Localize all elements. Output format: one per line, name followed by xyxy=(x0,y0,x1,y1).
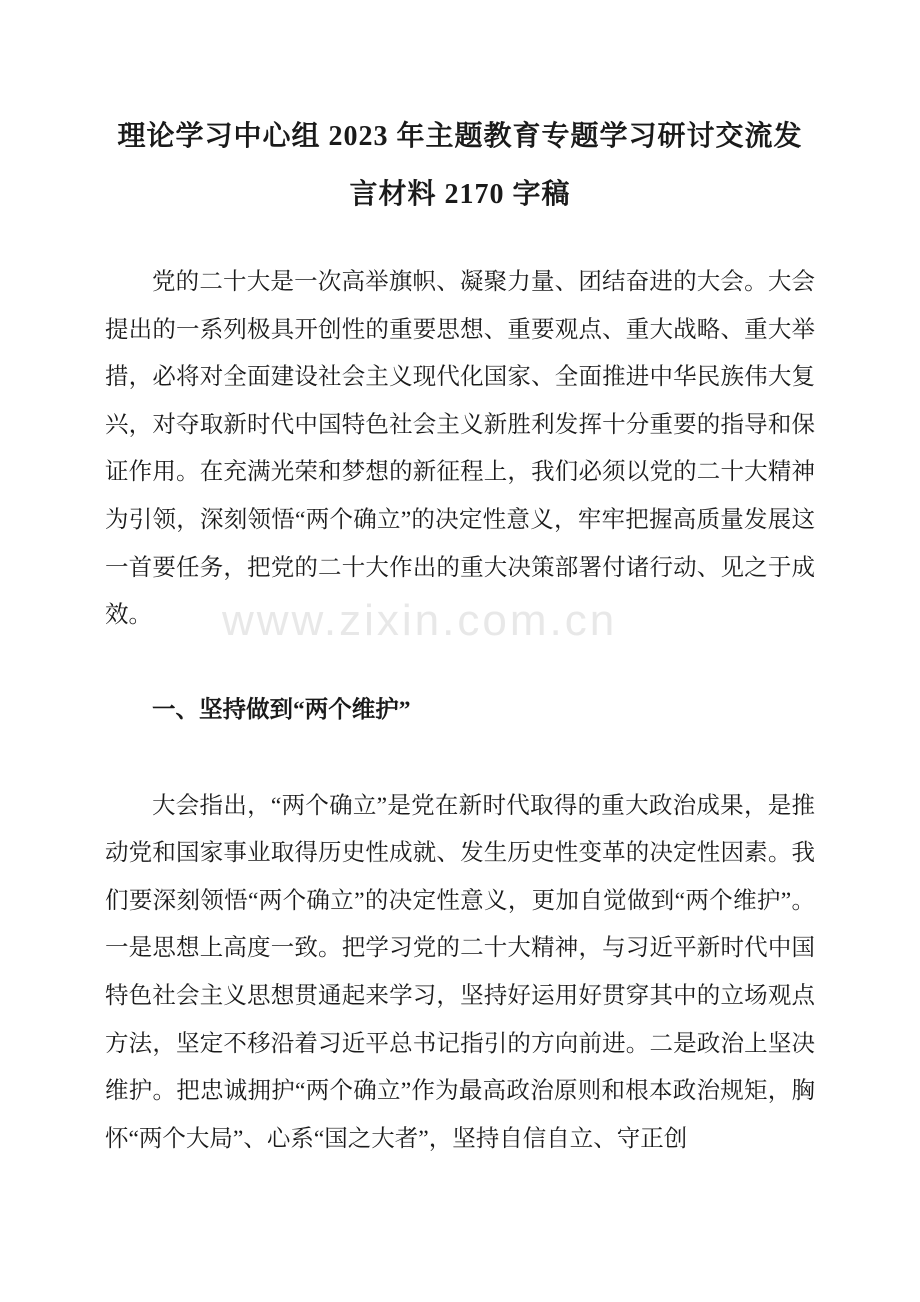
paragraph: 大会指出，“两个确立”是党在新时代取得的重大政治成果，是推动党和国家事业取得历史性成就、发生历史性变革的决定性因素。我们要深刻领悟“两个确立”的决定性意义，更加自觉做到“两个维护”。一是思想上高度一致。把学习党的二十大精神，与习近平新时代中国特色社会主义思想贯通起来学习，坚持好运用好贯穿其中的立场观点方法，坚定不移沿着习近平总书记指引的方向前进。二是政治上坚决维护。把忠诚拥护“两个确立”作为最高政治原则和根本政治规矩，胸怀“两个大局”、心系“国之大者”，坚持自信自立、守正创 xyxy=(105,792,815,1152)
document-title: 理论学习中心组 2023 年主题教育专题学习研讨交流发言材料 2170 字稿 xyxy=(117,121,803,210)
section-heading: 一、坚持做到“两个维护” xyxy=(152,697,411,724)
document-body xyxy=(105,259,815,1163)
paragraph: 党的二十大是一次高举旗帜、凝聚力量、团结奋进的大会。大会提出的一系列极具开创性的重要思想、重要观点、重大战略、重大举措，必将对全面建设社会主义现代化国家、全面推进中华民族伟大复兴，对夺取新时代中国特色社会主义新胜利发挥十分重要的指导和保证作用。在充满光荣和梦想的新征程上，我们必须以党的二十大精神为引领，深刻领悟“两个确立”的决定性意义，牢牢把握高质量发展这一首要任务，把党的二十大作出的重大决策部署付诸行动、见之于成效。 xyxy=(105,269,815,629)
watermark-text: www.zixin.com.cn xyxy=(222,596,618,645)
